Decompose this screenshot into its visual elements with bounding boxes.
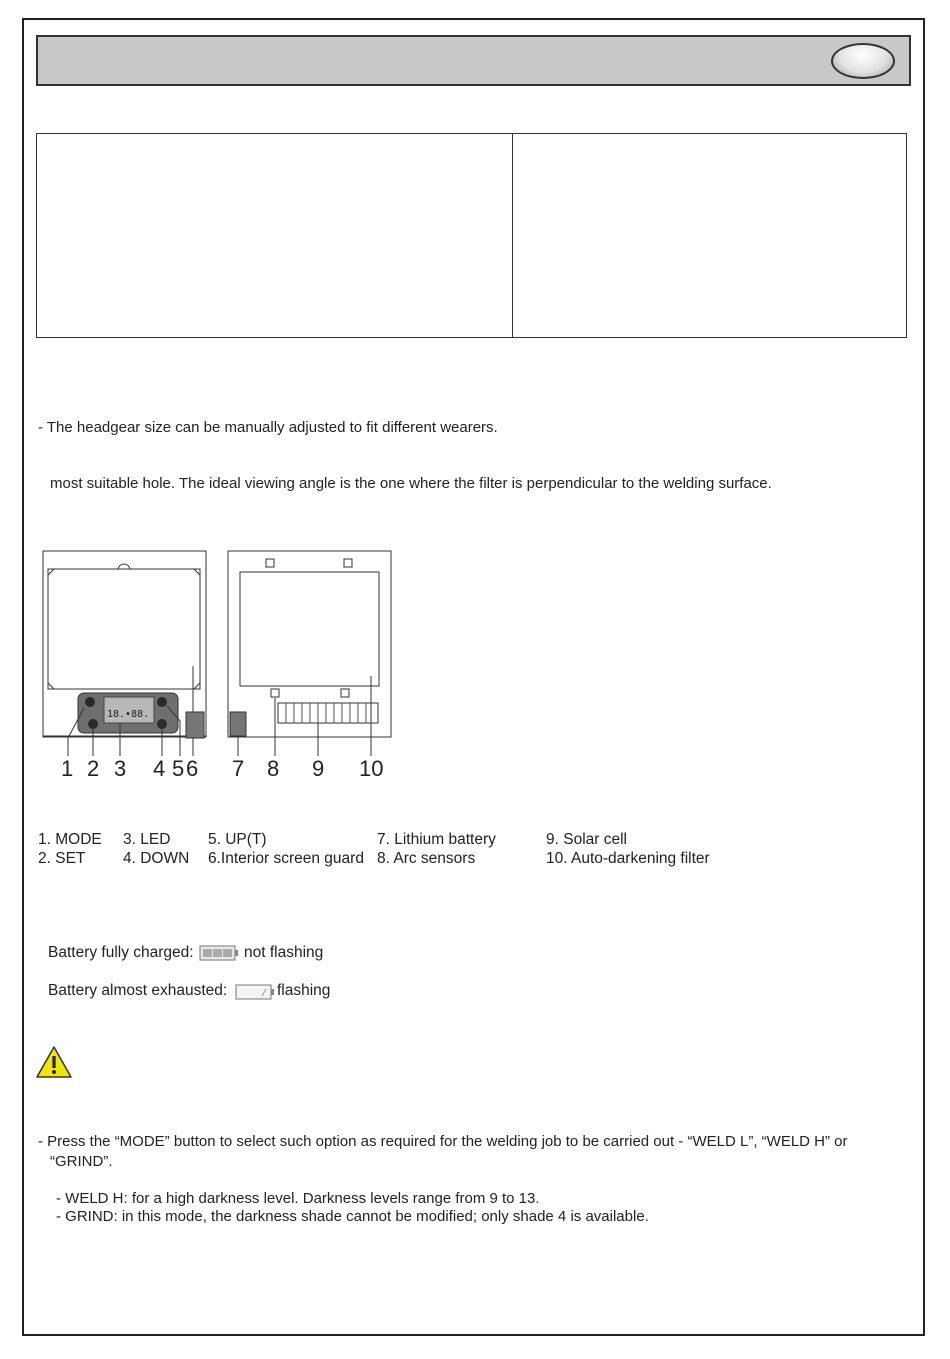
legend-down: 4. DOWN bbox=[123, 850, 190, 867]
callout-7: 7 bbox=[232, 756, 245, 781]
grind-description: - GRIND: in this mode, the darkness shade cannot be modified; only shade 4 is available. bbox=[56, 1208, 649, 1225]
legend-mode: 1. MODE bbox=[38, 831, 102, 848]
callout-4: 4 bbox=[153, 756, 166, 781]
legend-solar-cell: 9. Solar cell bbox=[546, 831, 627, 848]
callout-8: 8 bbox=[267, 756, 280, 781]
legend-set: 2. SET bbox=[38, 850, 86, 867]
callout-1: 1 bbox=[61, 756, 74, 781]
weld-h-description: - WELD H: for a high darkness level. Darkness levels range from 9 to 13. bbox=[56, 1190, 540, 1207]
callout-5: 5 bbox=[172, 756, 185, 781]
mode-instruction-line2: “GRIND”. bbox=[50, 1153, 113, 1170]
battery-low-label: Battery almost exhausted: bbox=[48, 982, 228, 999]
inside-view-panel bbox=[228, 551, 391, 756]
callout-9: 9 bbox=[312, 756, 325, 781]
callout-10: 10 bbox=[359, 756, 384, 781]
mode-instruction-line1: - Press the “MODE” button to select such option as required for the welding job to be carried out - “WELD L”, “WELD H” or bbox=[38, 1133, 848, 1150]
language-badge bbox=[831, 43, 895, 79]
legend-lithium-battery: 7. Lithium battery bbox=[377, 831, 496, 848]
battery-empty-icon bbox=[235, 983, 275, 1001]
battery-full-icon bbox=[199, 944, 239, 962]
table-column-divider bbox=[512, 134, 513, 337]
callout-2: 2 bbox=[87, 756, 100, 781]
front-view-panel bbox=[43, 551, 206, 756]
callout-3: 3 bbox=[114, 756, 127, 781]
section-header-bar bbox=[36, 35, 911, 86]
battery-full-label: Battery fully charged: bbox=[48, 944, 194, 961]
legend-adf: 10. Auto-darkening filter bbox=[546, 850, 710, 867]
callout-6: 6 bbox=[186, 756, 199, 781]
spec-table bbox=[36, 133, 907, 338]
legend-led: 3. LED bbox=[123, 831, 171, 848]
legend-arc-sensors: 8. Arc sensors bbox=[377, 850, 476, 867]
helmet-cartridge-diagram bbox=[38, 546, 398, 782]
warning-triangle-icon bbox=[35, 1045, 73, 1079]
lcd-readout: 18.•88. bbox=[107, 709, 150, 720]
battery-full-state: not flashing bbox=[244, 944, 324, 961]
legend-screen-guard: 6.Interior screen guard bbox=[208, 850, 364, 867]
viewing-angle-text: most suitable hole. The ideal viewing angle is the one where the filter is perpendicular to the welding surface. bbox=[50, 475, 772, 492]
legend-up: 5. UP(T) bbox=[208, 831, 267, 848]
battery-low-state: flashing bbox=[277, 982, 331, 999]
headgear-text: - The headgear size can be manually adjusted to fit different wearers. bbox=[38, 419, 498, 436]
